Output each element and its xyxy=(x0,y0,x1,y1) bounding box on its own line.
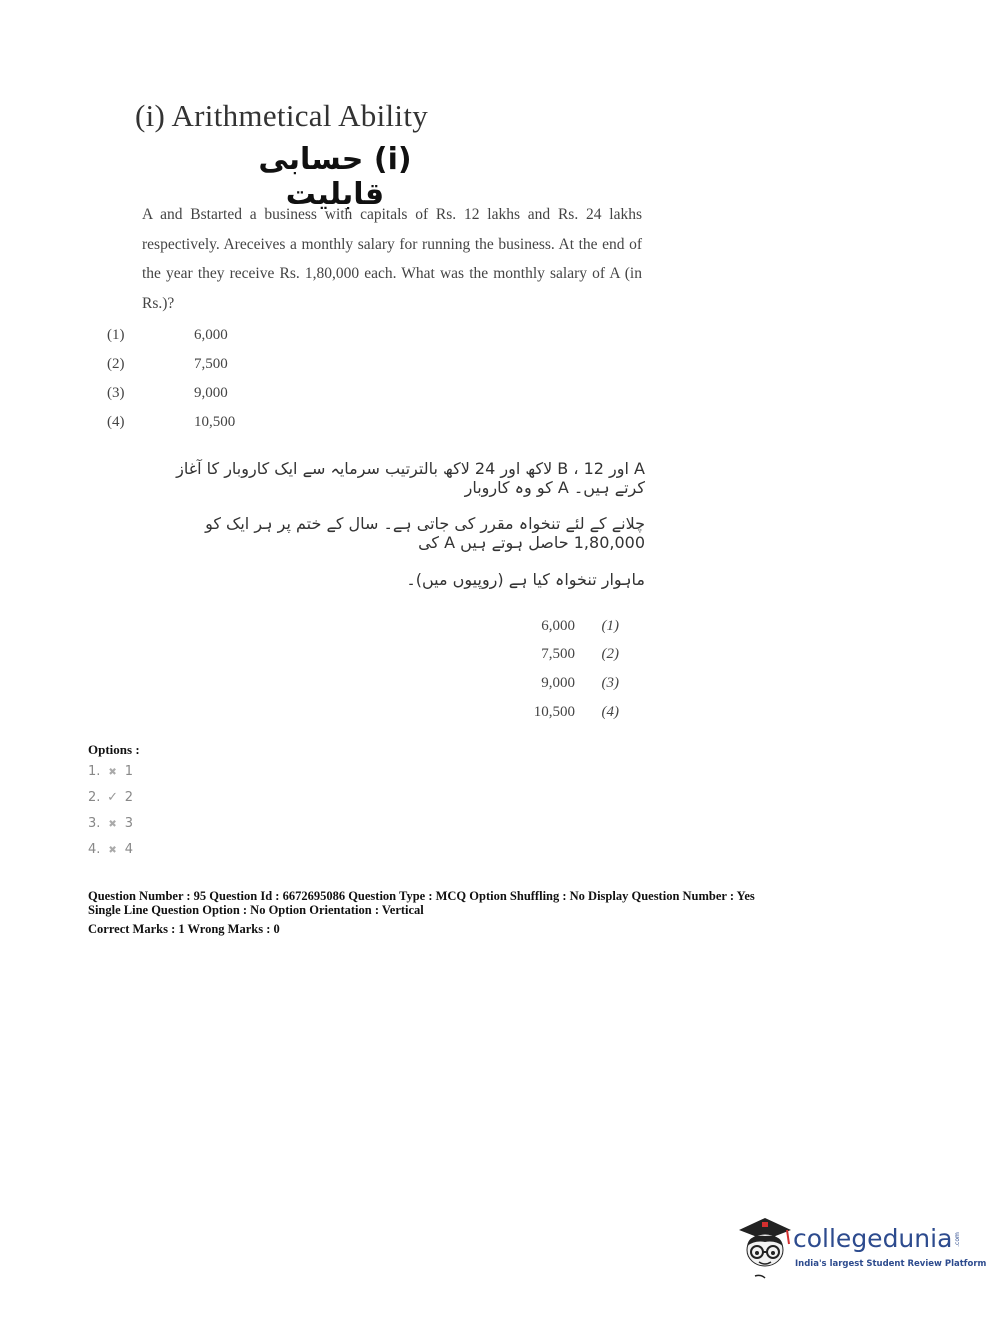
option-value: 9,000 xyxy=(194,385,228,401)
collegedunia-logo-text: collegedunia xyxy=(793,1224,953,1253)
option-ur-1 xyxy=(505,618,625,635)
option-en-4 xyxy=(107,414,307,431)
question-text-ur-line-1: A اور B ، 12 لاکھ اور 24 لاکھ بالترتیب سرمایہ سے ایک کاروبار کا آغاز کرتے ہیں۔ A کو وہ کاروبار xyxy=(176,459,645,497)
section-title: (i) Arithmetical Ability xyxy=(135,98,429,133)
answer-value: 1 xyxy=(124,764,133,779)
answer-prefix: 2. xyxy=(88,790,101,805)
question-text-ur-line-3: ماہوار تنخواہ کیا ہے (روپیوں میں)۔ xyxy=(406,570,645,589)
option-number: (2) xyxy=(107,356,125,372)
option-en-1 xyxy=(107,327,307,344)
option-value: 10,500 xyxy=(194,414,236,430)
collegedunia-mascot-icon xyxy=(735,1210,795,1282)
option-number: (1) xyxy=(601,618,619,634)
option-ur-4 xyxy=(505,704,625,721)
option-value: 7,500 xyxy=(541,646,575,662)
answer-option-4 xyxy=(88,842,133,857)
option-number: (3) xyxy=(601,675,619,691)
answer-value: 4 xyxy=(124,842,133,857)
cross-icon: ✖ xyxy=(108,845,117,856)
answer-option-1 xyxy=(88,764,133,779)
option-value: 6,000 xyxy=(541,618,575,634)
urdu-section-title: (i) حسابی قابلیت xyxy=(258,142,412,212)
question-text-ur-line-2: چلانے کے لئے تنخواہ مقرر کی جاتی ہے۔ سال کے ختم پر ہر ایک کو 1,80,000 حاصل ہوتے ہیں A کی xyxy=(205,514,645,552)
option-number: (4) xyxy=(601,704,619,720)
collegedunia-tagline: India's largest Student Review Platform xyxy=(795,1259,987,1269)
collegedunia-logo-suffix: .com xyxy=(953,1232,961,1247)
option-value: 10,500 xyxy=(533,704,575,720)
option-number: (2) xyxy=(601,646,619,662)
cross-icon: ✖ xyxy=(108,819,117,830)
question-meta-line-3: Correct Marks : 1 Wrong Marks : 0 xyxy=(88,922,280,936)
option-number: (1) xyxy=(107,327,125,343)
option-value: 7,500 xyxy=(194,356,228,372)
answer-value: 3 xyxy=(124,816,133,831)
option-ur-3 xyxy=(505,675,625,692)
option-number: (3) xyxy=(107,385,125,401)
question-meta-line-1: Question Number : 95 Question Id : 6672695086 Question Type : MCQ Option Shuffling : No Display Question Number : Yes xyxy=(88,889,755,903)
options-label: Options : xyxy=(88,742,140,757)
option-value: 6,000 xyxy=(194,327,228,343)
option-value: 9,000 xyxy=(541,675,575,691)
check-icon: ✓ xyxy=(107,790,118,805)
answer-prefix: 1. xyxy=(88,764,101,779)
option-en-3 xyxy=(107,385,307,402)
option-ur-2 xyxy=(505,646,625,663)
question-text-en: A and Bstarted a business with capitals of Rs. 12 lakhs and Rs. 24 lakhs respectively. Areceives a monthly salary for running the business. At the end of the year they receive Rs. 1,80,000 each. What was the monthly salary of A (in Rs.)? xyxy=(142,206,642,312)
option-en-2 xyxy=(107,356,307,373)
question-meta-line-2: Single Line Question Option : No Option Orientation : Vertical xyxy=(88,903,424,917)
answer-prefix: 4. xyxy=(88,842,101,857)
answer-option-2 xyxy=(88,790,133,805)
answer-prefix: 3. xyxy=(88,816,101,831)
answer-value: 2 xyxy=(124,790,133,805)
option-number: (4) xyxy=(107,414,125,430)
cross-icon: ✖ xyxy=(108,767,117,778)
answer-option-3 xyxy=(88,816,133,831)
